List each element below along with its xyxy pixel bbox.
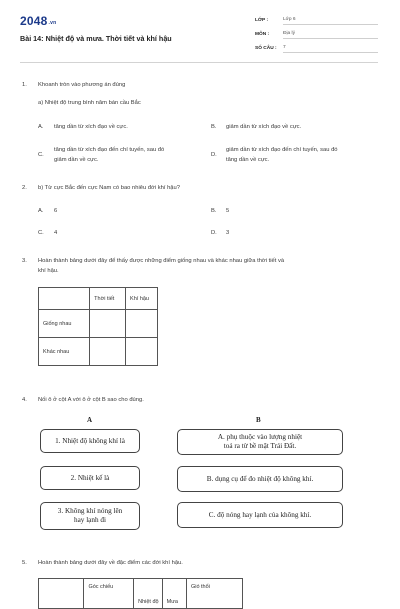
q1-option-a-letter[interactable]: A. bbox=[38, 124, 44, 130]
q1-option-d-line1[interactable]: giảm dần từ xích đạo đến chí tuyến, sau đó bbox=[226, 147, 338, 153]
logo-text: 2048 bbox=[20, 14, 48, 28]
q4-col-a-item-3-line2: hay lạnh đi bbox=[74, 516, 106, 524]
q4-col-a-item-1-line1: 1. Nhiệt độ không khí là bbox=[55, 436, 125, 445]
logo-suffix: .vn bbox=[48, 20, 57, 26]
q3-table-cell[interactable] bbox=[90, 310, 126, 338]
q3-table-cell[interactable] bbox=[126, 338, 158, 366]
q3-table bbox=[38, 287, 158, 366]
lop-value: Lớp 6 bbox=[283, 16, 378, 25]
q1-option-c-letter[interactable]: C. bbox=[38, 152, 44, 158]
site-logo[interactable] bbox=[20, 14, 56, 28]
q3-table-corner bbox=[39, 288, 90, 310]
q4-col-a-item-2[interactable] bbox=[40, 466, 140, 490]
q2-option-b[interactable]: 5 bbox=[226, 208, 230, 214]
q4-col-b-item-c-line1: C. độ nóng hay lạnh của không khí. bbox=[208, 510, 312, 519]
q1-option-b-letter[interactable]: B. bbox=[211, 124, 217, 130]
q4-col-b-item-b[interactable] bbox=[177, 466, 343, 492]
q4-col-b-item-b-line1: B. dụng cụ để đo nhiệt độ không khí. bbox=[206, 474, 314, 483]
q1-option-a[interactable]: tăng dần từ xích đạo về cực. bbox=[54, 124, 128, 130]
q3-number: 3. bbox=[22, 258, 27, 264]
lop-label: LỚP : bbox=[255, 18, 269, 23]
q3-table-row-giongnhau: Giống nhau bbox=[39, 310, 90, 338]
mon-label: MÔN : bbox=[255, 32, 270, 37]
q4-col-a-item-2-line1: 2. Nhiệt kế là bbox=[70, 473, 110, 482]
page-title: Bài 14: Nhiệt độ và mưa. Thời tiết và khí hậu bbox=[20, 34, 172, 43]
q5-table-header-mua: Mưa bbox=[162, 579, 186, 609]
q3-table-header-thoitiet: Thời tiết bbox=[90, 288, 126, 310]
q4-col-b-item-a-line1: A. phụ thuộc vào lượng nhiệt bbox=[217, 433, 303, 441]
q2-option-d[interactable]: 3 bbox=[226, 230, 230, 236]
q2-option-c[interactable]: 4 bbox=[54, 230, 58, 236]
q5-table bbox=[38, 578, 243, 609]
q5-table-header-gocchieu: Góc chiếu bbox=[84, 579, 134, 609]
q3-table-cell[interactable] bbox=[90, 338, 126, 366]
q4-prompt: Nối ô ở cột A với ô ở cột B sao cho đúng. bbox=[38, 397, 144, 403]
q1-option-c-line1[interactable]: tăng dần từ xích đạo đến chí tuyến, sau đó bbox=[54, 147, 165, 153]
socau-label: SỐ CÂU : bbox=[255, 46, 277, 51]
q2-option-c-letter[interactable]: C. bbox=[38, 230, 44, 236]
q4-col-a-item-3[interactable] bbox=[40, 502, 140, 530]
q2-prompt: b) Từ cực Bắc đến cực Nam có bao nhiêu đới khí hậu? bbox=[38, 185, 180, 191]
q3-table-cell[interactable] bbox=[126, 310, 158, 338]
q2-option-b-letter[interactable]: B. bbox=[211, 208, 217, 214]
q1-option-b[interactable]: giảm dần từ xích đạo về cực. bbox=[226, 124, 302, 130]
q4-col-b-item-a-line2: toả ra từ bề mặt Trái Đất. bbox=[223, 442, 297, 450]
q1-option-d-line2[interactable]: tăng dần về cực. bbox=[226, 157, 270, 163]
header-divider bbox=[20, 62, 378, 63]
q4-col-b-item-c[interactable] bbox=[177, 502, 343, 528]
q5-table-header-nhietdo: Nhiệt độ bbox=[134, 579, 163, 609]
socau-value: 7 bbox=[283, 44, 378, 53]
q3-line2: khí hậu. bbox=[38, 268, 59, 274]
q2-option-a-letter[interactable]: A. bbox=[38, 208, 44, 214]
q1-option-c-line2[interactable]: giảm dần về cực. bbox=[54, 157, 99, 163]
q1-prompt: Khoanh tròn vào phương án đúng bbox=[38, 82, 126, 88]
q3-table-row-khacnhau: Khác nhau bbox=[39, 338, 90, 366]
q4-col-a-head: A bbox=[87, 416, 93, 424]
q5-number: 5. bbox=[22, 560, 27, 566]
q2-option-a[interactable]: 6 bbox=[54, 208, 58, 214]
q4-col-b-item-a[interactable] bbox=[177, 429, 343, 455]
q3-line1: Hoàn thành bảng dưới đây để thấy được những điểm giống nhau và khác nhau giữa thời tiết và bbox=[38, 258, 285, 264]
q4-number: 4. bbox=[22, 397, 27, 403]
q2-number: 2. bbox=[22, 185, 27, 191]
q3-table-header-khihau: Khí hậu bbox=[126, 288, 158, 310]
q4-col-a-item-1[interactable] bbox=[40, 429, 140, 453]
q5-table-header-giothoi: Gió thổi bbox=[186, 579, 242, 609]
q4-col-b-head: B bbox=[256, 416, 261, 424]
q1-sub: a) Nhiệt độ trung bình năm bán cầu Bắc bbox=[38, 100, 141, 106]
q4-col-a-item-3-line1: 3. Không khí nóng lên bbox=[57, 507, 123, 515]
q1-number: 1. bbox=[22, 82, 27, 88]
q2-option-d-letter[interactable]: D. bbox=[211, 230, 217, 236]
mon-value: Địa lý bbox=[283, 30, 378, 39]
q5-prompt: Hoàn thành bảng dưới đây về đặc điểm các đới khí hậu. bbox=[38, 560, 183, 566]
q5-table-corner bbox=[39, 579, 84, 609]
q1-option-d-letter[interactable]: D. bbox=[211, 152, 217, 158]
